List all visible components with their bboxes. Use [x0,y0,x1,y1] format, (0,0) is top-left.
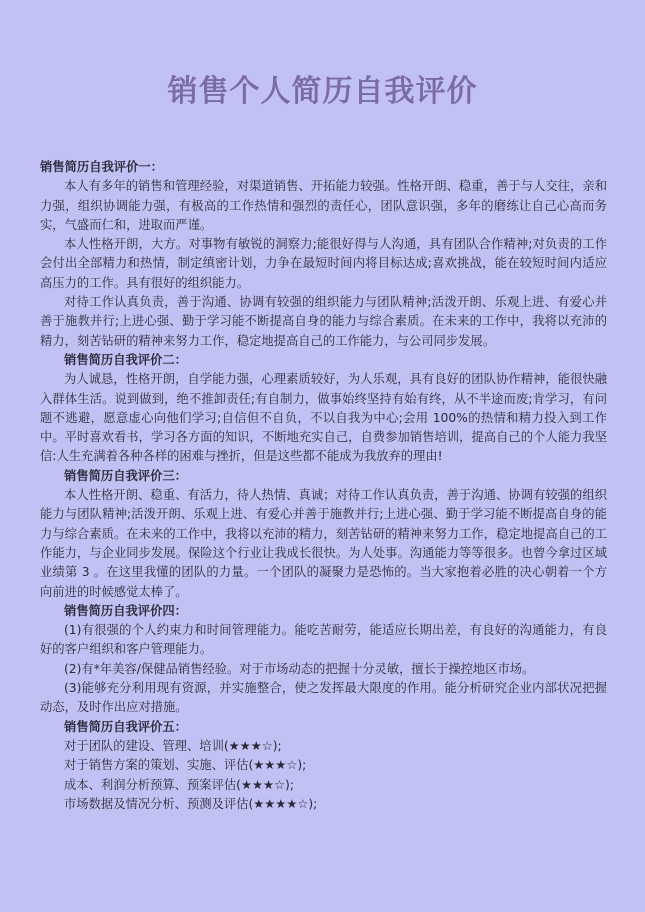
rating-item-2: 对于销售方案的策划、实施、评估(★★★☆); [64,758,307,773]
section-1-paragraph-2: 本人性格开朗，大方。对事物有敏锐的洞察力;能很好得与人沟通，具有团队合作精神;对负责的工作会付出全部精力和热情，制定缜密计划，力争在最短时间内将目标达成;喜欢挑战，能在较短时间内适应高压力的工作。具有很好的组织能力。 [40,237,607,290]
section-4-paragraph-2: (2)有*年美容/保健品销售经验。对于市场动态的把握十分灵敏，擅长于操控地区市场。 [64,661,535,676]
section-heading-5: 销售简历自我评价五： [64,719,187,734]
rating-item-4: 市场数据及情况分析、预测及评估(★★★★☆); [64,796,318,811]
section-2-paragraph-1: 为人诚恳，性格开朗，自学能力强，心理素质较好，为人乐观，具有良好的团队协作精神，能很快融入群体生活。说到做到，绝不推卸责任;有自制力，做事始终坚持有始有终，从不半途而废;肯学习，有问题不逃避，愿意虚心向他们学习;自信但不自负，不以自我为中心;会用 100%的热情和精力投入到工作中。平时喜欢看书，学习各方面的知识，不断地充实自己，自费参加销售培训，提高自己的个人能力我坚信:人生充满着各种各样的困难与挫折，但是这些都不能成为我放弃的理由! [40,372,607,464]
section-heading-4: 销售简历自我评价四： [64,603,187,618]
page-title: 销售个人简历自我评价 [167,74,478,109]
section-heading-3: 销售简历自我评价三： [64,468,187,483]
section-1-paragraph-1: 本人有多年的销售和管理经验，对渠道销售、开拓能力较强。性格开朗、稳重，善于与人交往，亲和力强，组织协调能力强，有极高的工作热情和强烈的责任心，团队意识强，多年的磨练让自己心高而务实，气盛而仁和，进取而严谨。 [40,179,607,232]
section-4-paragraph-1: (1)有很强的个人约束力和时间管理能力。能吃苦耐劳，能适应长期出差，有良好的沟通能力，有良好的客户组织和客户管理能力。 [40,623,607,657]
section-4-paragraph-3: (3)能够充分利用现有资源，并实施整合，使之发挥最大限度的作用。能分析研究企业内部状况把握动态，及时作出应对措施。 [40,681,607,715]
document-body [40,158,607,814]
section-3-paragraph-1: 本人性格开朗、稳重、有活力，待人热情、真诚；对待工作认真负责，善于沟通、协调有较强的组织能力与团队精神;活泼开朗、乐观上进、有爱心并善于施教并行;上进心强、勤于学习能不断提高自身的能力与综合素质。在未来的工作中，我将以充沛的精力，刻苦钻研的精神来努力工作，稳定地提高自己的工作能力，与企业同步发展。保险这个行业让我成长很快。为人处事。沟通能力等等很多。也曾今拿过区域业绩第 3 。在这里我懂的团队的力量。一个团队的凝聚力是恐怖的。当大家抱着必胜的决心朝着一个方向前进的时候感觉太棒了。 [40,488,607,599]
section-heading-2: 销售简历自我评价二： [64,352,187,367]
section-1-paragraph-3: 对待工作认真负责，善于沟通、协调有较强的组织能力与团队精神;活泼开朗、乐观上进、有爱心并善于施教并行;上进心强、勤于学习能不断提高自身的能力与综合素质。在未来的工作中，我将以充沛的精力，刻苦钻研的精神来努力工作，稳定地提高自己的工作能力，与公司同步发展。 [40,295,607,348]
section-heading-1: 销售简历自我评价一： [40,160,163,174]
rating-item-3: 成本、利润分析预算、预案评估(★★★☆); [64,777,294,792]
rating-item-1: 对于团队的建设、管理、培训(★★★☆); [64,738,282,753]
